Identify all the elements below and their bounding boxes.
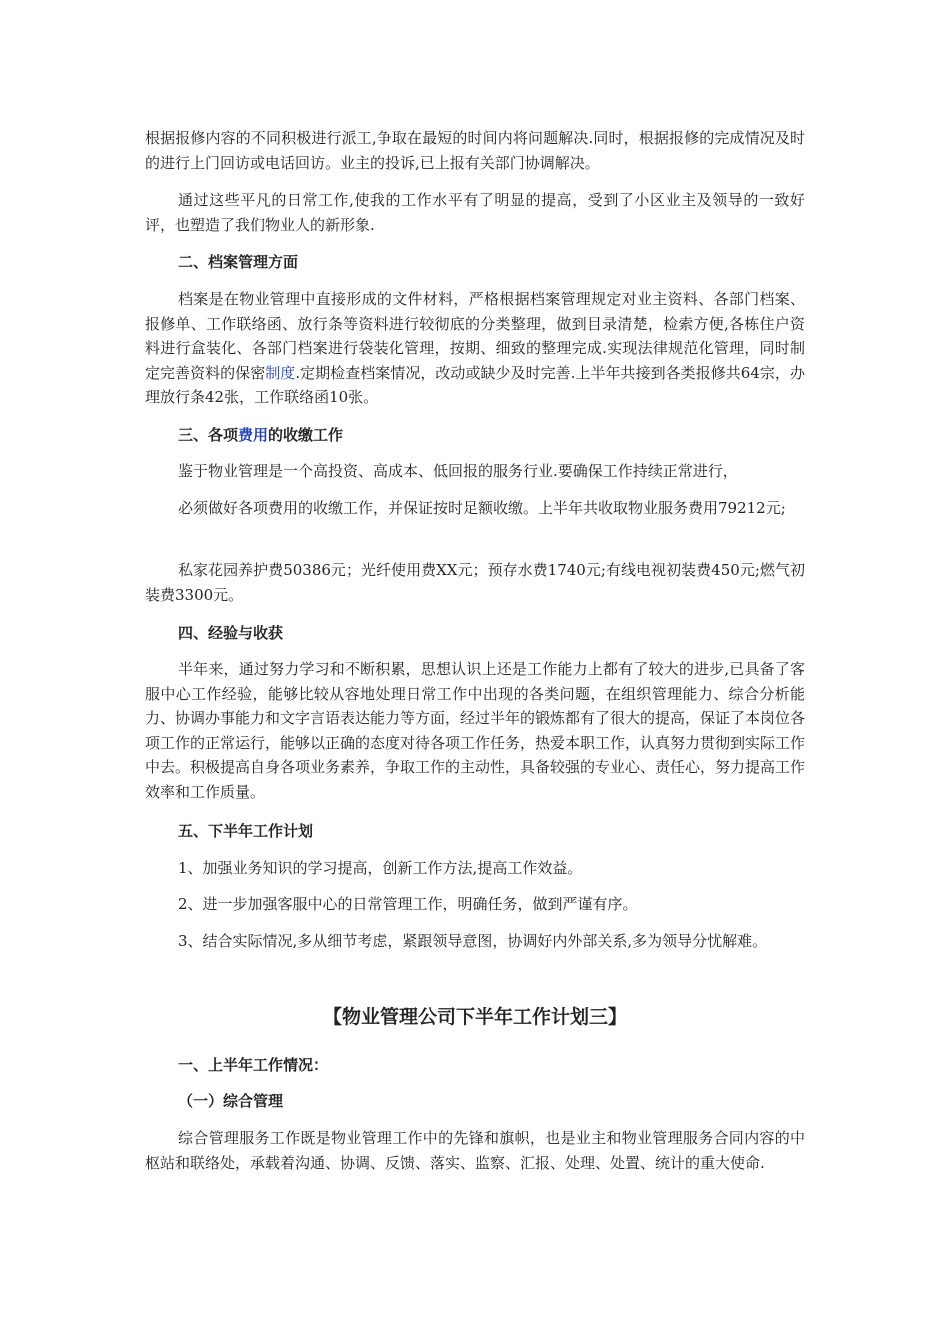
heading-fee-text-b: 的收缴工作 [268, 426, 344, 444]
section-title: 【物业管理公司下半年工作计划三】 [322, 1006, 627, 1028]
heading-second-half-plan: 五、下半年工作计划 [178, 822, 314, 840]
paragraph-fee-total: 必须做好各项费用的收缴工作，并保证按时足额收缴。上半年共收取物业服务费用79212元; [178, 499, 786, 517]
paragraph-archive-text-a: 档案是在物业管理中直接形成的文件材料，严格根据档案管理规定对业主资料、各部门档案、报修单、工作联络函、放行条等资料进行较彻底的分类整理，做到目录清楚，检索方便,各栋住户资料进行盒装化、各部门档案进行袋装化管理，按期、细致的整理完成.实现法律规范化管理，同时制定完善资料的保密 [145, 290, 805, 382]
paragraph-fee-breakdown: 私家花园养护费50386元；光纤使用费XX元；预存水费1740元;有线电视初装费450元;燃气初装费3300元。 [145, 561, 805, 604]
heading-archive-management: 二、档案管理方面 [178, 253, 299, 271]
link-feiyong[interactable]: 费用 [238, 426, 269, 444]
heading-fee-text-a: 三、各项 [178, 426, 239, 444]
link-zhidu[interactable]: 制度 [265, 363, 296, 382]
paragraph-archive [145, 287, 805, 410]
paragraph-general-management: 综合管理服务工作既是物业管理工作中的先锋和旗帜，也是业主和物业管理服务合同内容的中枢站和联络处，承载着沟通、协调、反馈、落实、监察、汇报、处理、处置、统计的重大使命. [145, 1129, 805, 1172]
heading-experience: 四、经验与收获 [178, 624, 284, 642]
paragraph-plan-3: 3、结合实际情况,多从细节考虑，紧跟领导意图，协调好内外部关系,多为领导分忧解难。 [178, 932, 768, 950]
paragraph-archive-text-b: .定期检查档案情况，改动或缺少及时完善.上半年共接到各类报修共64宗，办理放行条42张，工作联络函10张。 [145, 363, 805, 406]
paragraph-experience: 半年来，通过努力学习和不断积累，思想认识上还是工作能力上都有了较大的进步,已具备了客服中心工作经验，能够比较从容地处理日常工作中出现的各类问题，在组织管理能力、综合分析能力、协调办事能力和文字言语表达能力等方面，经过半年的锻炼都有了很大的提高，保证了本岗位各项工作的正常运行，能够以正确的态度对待各项工作任务，热爱本职工作，认真努力贯彻到实际工作中去。积极提高自身各项业务素养，争取工作的主动性，具备较强的专业心、责任心，努力提高工作效率和工作质量。 [145, 660, 806, 801]
paragraph-plan-2: 2、进一步加强客服中心的日常管理工作，明确任务，做到严谨有序。 [178, 895, 638, 913]
heading-fee-collection [178, 424, 343, 446]
paragraph-fee-intro: 鉴于物业管理是一个高投资、高成本、低回报的服务行业.要确保工作持续正常进行， [178, 462, 738, 480]
heading-general-management: （一）综合管理 [178, 1092, 284, 1110]
paragraph-repair-dispatch: 根据报修内容的不同积极进行派工,争取在最短的时间内将问题解决.同时，根据报修的完成情况及时的进行上门回访或电话回访。业主的投诉,已上报有关部门协调解决。 [145, 129, 805, 172]
paragraph-daily-work: 通过这些平凡的日常工作,使我的工作水平有了明显的提高，受到了小区业主及领导的一致好评，也塑造了我们物业人的新形象. [145, 191, 805, 234]
paragraph-plan-1: 1、加强业务知识的学习提高，创新工作方法,提高工作效益。 [178, 859, 583, 877]
heading-first-half-status: 一、上半年工作情况： [178, 1056, 329, 1074]
